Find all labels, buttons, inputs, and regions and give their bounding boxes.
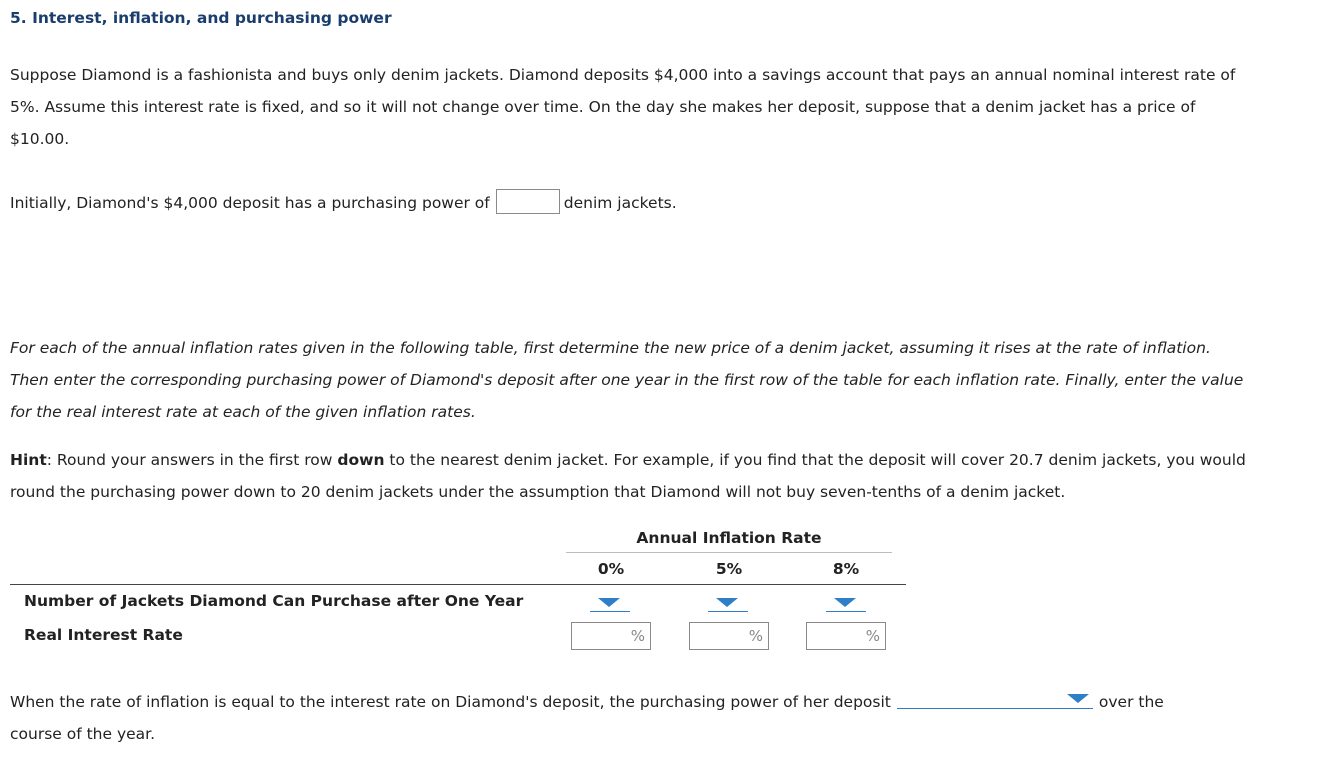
column-header-0: 0% [597,560,625,578]
column-header-8: 8% [832,560,860,578]
percent-unit: % [865,627,880,645]
dropdown-underline [590,611,630,612]
purchasing-power-change-dropdown[interactable] [897,689,1093,709]
caret-down-icon [834,598,856,607]
percent-unit: % [748,627,763,645]
caret-down-icon [1067,694,1089,703]
instructions-paragraph: For each of the annual inflation rates given in the following table, first determine the new price of a denim jacket, assuming it rises at the rate of inflation. Then enter the corresponding purchasing power of Diamond's deposit after one year in the first row of the table for each inflation rate. Finally, enter the value for the real interest rate at each of the given inflation rates. [10,339,1244,421]
inflation-rate-header: Annual Inflation Rate [636,529,822,547]
hint-label: Hint [10,451,47,469]
jackets-dropdown-5[interactable] [708,596,748,612]
real-rate-input-8[interactable] [806,622,886,650]
caret-down-icon [716,598,738,607]
question-3-text-after: over the course of the year. [10,693,1164,743]
row-label-real-rate: Real Interest Rate [24,626,183,644]
jackets-dropdown-8[interactable] [826,596,866,612]
header-divider [566,552,892,553]
problem-title: 5. Interest, inflation, and purchasing power [10,9,392,27]
dropdown-underline [708,611,748,612]
hint-text-1: : Round your answers in the first row [46,451,338,469]
row-label-jackets: Number of Jackets Diamond Can Purchase after One Year [24,592,524,610]
hint-bold-word: down [337,451,385,469]
column-header-5: 5% [715,560,743,578]
question-3 [10,686,1210,750]
hint-paragraph [10,444,1250,508]
intro-paragraph: Suppose Diamond is a fashionista and buys only denim jackets. Diamond deposits $4,000 into a savings account that pays an annual nominal interest rate of 5%. Assume this interest rate is fixed, and so it will not change over time. On the day she makes her deposit, suppose that a denim jacket has a price of $10.00. [10,66,1236,148]
hint-text-2: to the nearest denim jacket. For example, if you find that the deposit will cover 20.7 denim jackets, you would round the purchasing power down to 20 denim jackets under the assumption that Diamond will not buy seven-tenths of a denim jacket. [10,451,1246,501]
question-1 [10,187,1250,219]
question-1-text-after: denim jackets. [563,194,677,212]
question-3-text-before: When the rate of inflation is equal to the interest rate on Diamond's deposit, the purchasing power of her deposit [10,693,891,711]
real-rate-input-0[interactable] [571,622,651,650]
dropdown-underline [897,708,1093,709]
jackets-dropdown-0[interactable] [590,596,630,612]
question-1-text-before: Initially, Diamond's $4,000 deposit has a purchasing power of [10,194,490,212]
percent-unit: % [630,627,645,645]
purchasing-power-input[interactable] [496,189,560,214]
caret-down-icon [598,598,620,607]
table-divider [10,584,906,585]
real-rate-input-5[interactable] [689,622,769,650]
dropdown-underline [826,611,866,612]
